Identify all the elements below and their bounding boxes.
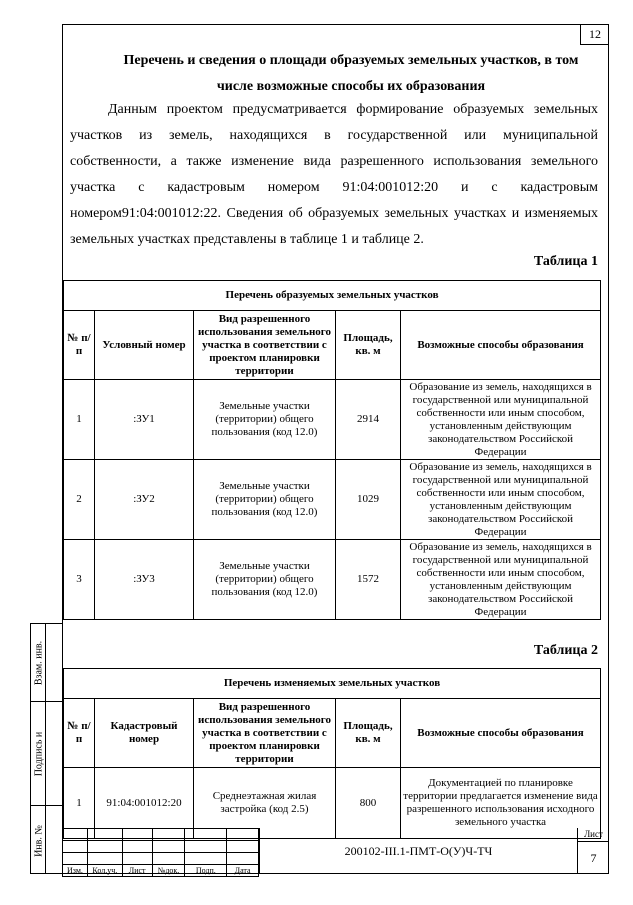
table-cell: 800 xyxy=(336,768,401,839)
table-formed-plots xyxy=(63,280,601,620)
table1-header-area: Площадь, кв. м xyxy=(336,311,401,380)
table-cell: 2914 xyxy=(336,380,401,460)
table-changed-plots xyxy=(63,668,601,839)
strip-label-replacement: Взам. инв. xyxy=(33,640,45,685)
table-cell: Земельные участки (территории) общего пользования (код 12.0) xyxy=(194,540,336,620)
strip-cell-signature xyxy=(31,702,63,806)
table2-header-cadastral: Кадастровый номер xyxy=(95,699,194,768)
table2-caption: Перечень изменяемых земельных участков xyxy=(64,669,601,699)
table2-header-num: № п/п xyxy=(64,699,95,768)
table-cell: Образование из земель, находящихся в государственной или муниципальной собственности или иным способом, установленным действующим законодательством Российской Федерации xyxy=(401,380,601,460)
heading-line-2: числе возможные способы их образования xyxy=(216,79,486,94)
table2-header-use: Вид разрешенного использования земельного участка в соответствии с проектом планировки территории xyxy=(194,699,336,768)
left-approval-strip xyxy=(30,623,63,874)
table-cell: 1 xyxy=(64,380,95,460)
stamp-col-sheet: Лист xyxy=(122,865,152,877)
strip-cell-inventory xyxy=(31,806,63,875)
table-row xyxy=(64,460,601,540)
document-code: 200102-III.1-ПМТ-О(У)Ч-ТЧ xyxy=(259,828,577,874)
table-cell: 1029 xyxy=(336,460,401,540)
page-number: 12 xyxy=(580,24,609,45)
table1-header-method: Возможные способы образования xyxy=(401,311,601,380)
stamp-col-date: Дата xyxy=(227,865,259,877)
table-cell: :ЗУ3 xyxy=(95,540,194,620)
stamp-col-change: Изм. xyxy=(63,865,88,877)
table-cell: 3 xyxy=(64,540,95,620)
strip-cell-replacement xyxy=(31,624,63,702)
sheet-label: Лист xyxy=(577,828,609,842)
table-cell: Образование из земель, находящихся в государственной или муниципальной собственности или иным способом, установленным действующим законодательством Российской Федерации xyxy=(401,540,601,620)
title-block xyxy=(62,828,609,874)
stamp-col-signature: Подп. xyxy=(185,865,227,877)
table-cell: Земельные участки (территории) общего пользования (код 12.0) xyxy=(194,380,336,460)
table1-label: Таблица 1 xyxy=(533,254,598,269)
table2-label: Таблица 2 xyxy=(533,643,598,658)
table2-header-method: Возможные способы образования xyxy=(401,699,601,768)
table-cell: 2 xyxy=(64,460,95,540)
stamp-col-count: Кол.уч. xyxy=(87,865,122,877)
table-cell: :ЗУ2 xyxy=(95,460,194,540)
table-cell: 91:04:001012:20 xyxy=(95,768,194,839)
table-cell: Образование из земель, находящихся в государственной или муниципальной собственности или иным способом, установленным действующим законодательством Российской Федерации xyxy=(401,460,601,540)
page-heading xyxy=(112,48,590,100)
table2-header-area: Площадь, кв. м xyxy=(336,699,401,768)
sheet-number: 7 xyxy=(577,842,609,874)
table-cell: Документацией по планировке территории предлагается изменение вида разрешенного использования исходного земельного участка xyxy=(401,768,601,839)
table-cell: Среднеэтажная жилая застройка (код 2.5) xyxy=(194,768,336,839)
stamp-col-doc: №док. xyxy=(152,865,185,877)
table-row xyxy=(64,540,601,620)
table-cell: 1572 xyxy=(336,540,401,620)
title-block-grid xyxy=(62,828,259,877)
table-row xyxy=(64,380,601,460)
body-paragraph xyxy=(70,97,598,253)
strip-label-signature: Подпись и xyxy=(33,731,45,776)
heading-line-1: Перечень и сведения о площади образуемых земельных участков, в том xyxy=(123,53,579,68)
strip-label-inventory: Инв. № xyxy=(33,824,45,857)
table-cell: :ЗУ1 xyxy=(95,380,194,460)
table1-caption: Перечень образуемых земельных участков xyxy=(64,281,601,311)
table-cell: 1 xyxy=(64,768,95,839)
table1-header-use: Вид разрешенного использования земельного участка в соответствии с проектом планировки территории xyxy=(194,311,336,380)
body-paragraph-text: Данным проектом предусматривается формирование образуемых земельных участков из земель, находящихся в государственной или муниципальной собственности, а также изменение вида разрешенного использования земельного участка с кадастровым номером 91:04:001012:20 и с кадастровым номером91:04:001012:22. Сведения об образуемых земельных участках и изменяемых земельных участках представлены в таблице 1 и таблице 2. xyxy=(70,102,598,247)
table-cell: Земельные участки (территории) общего пользования (код 12.0) xyxy=(194,460,336,540)
table1-header-num: № п/п xyxy=(64,311,95,380)
table1-header-id: Условный номер xyxy=(95,311,194,380)
